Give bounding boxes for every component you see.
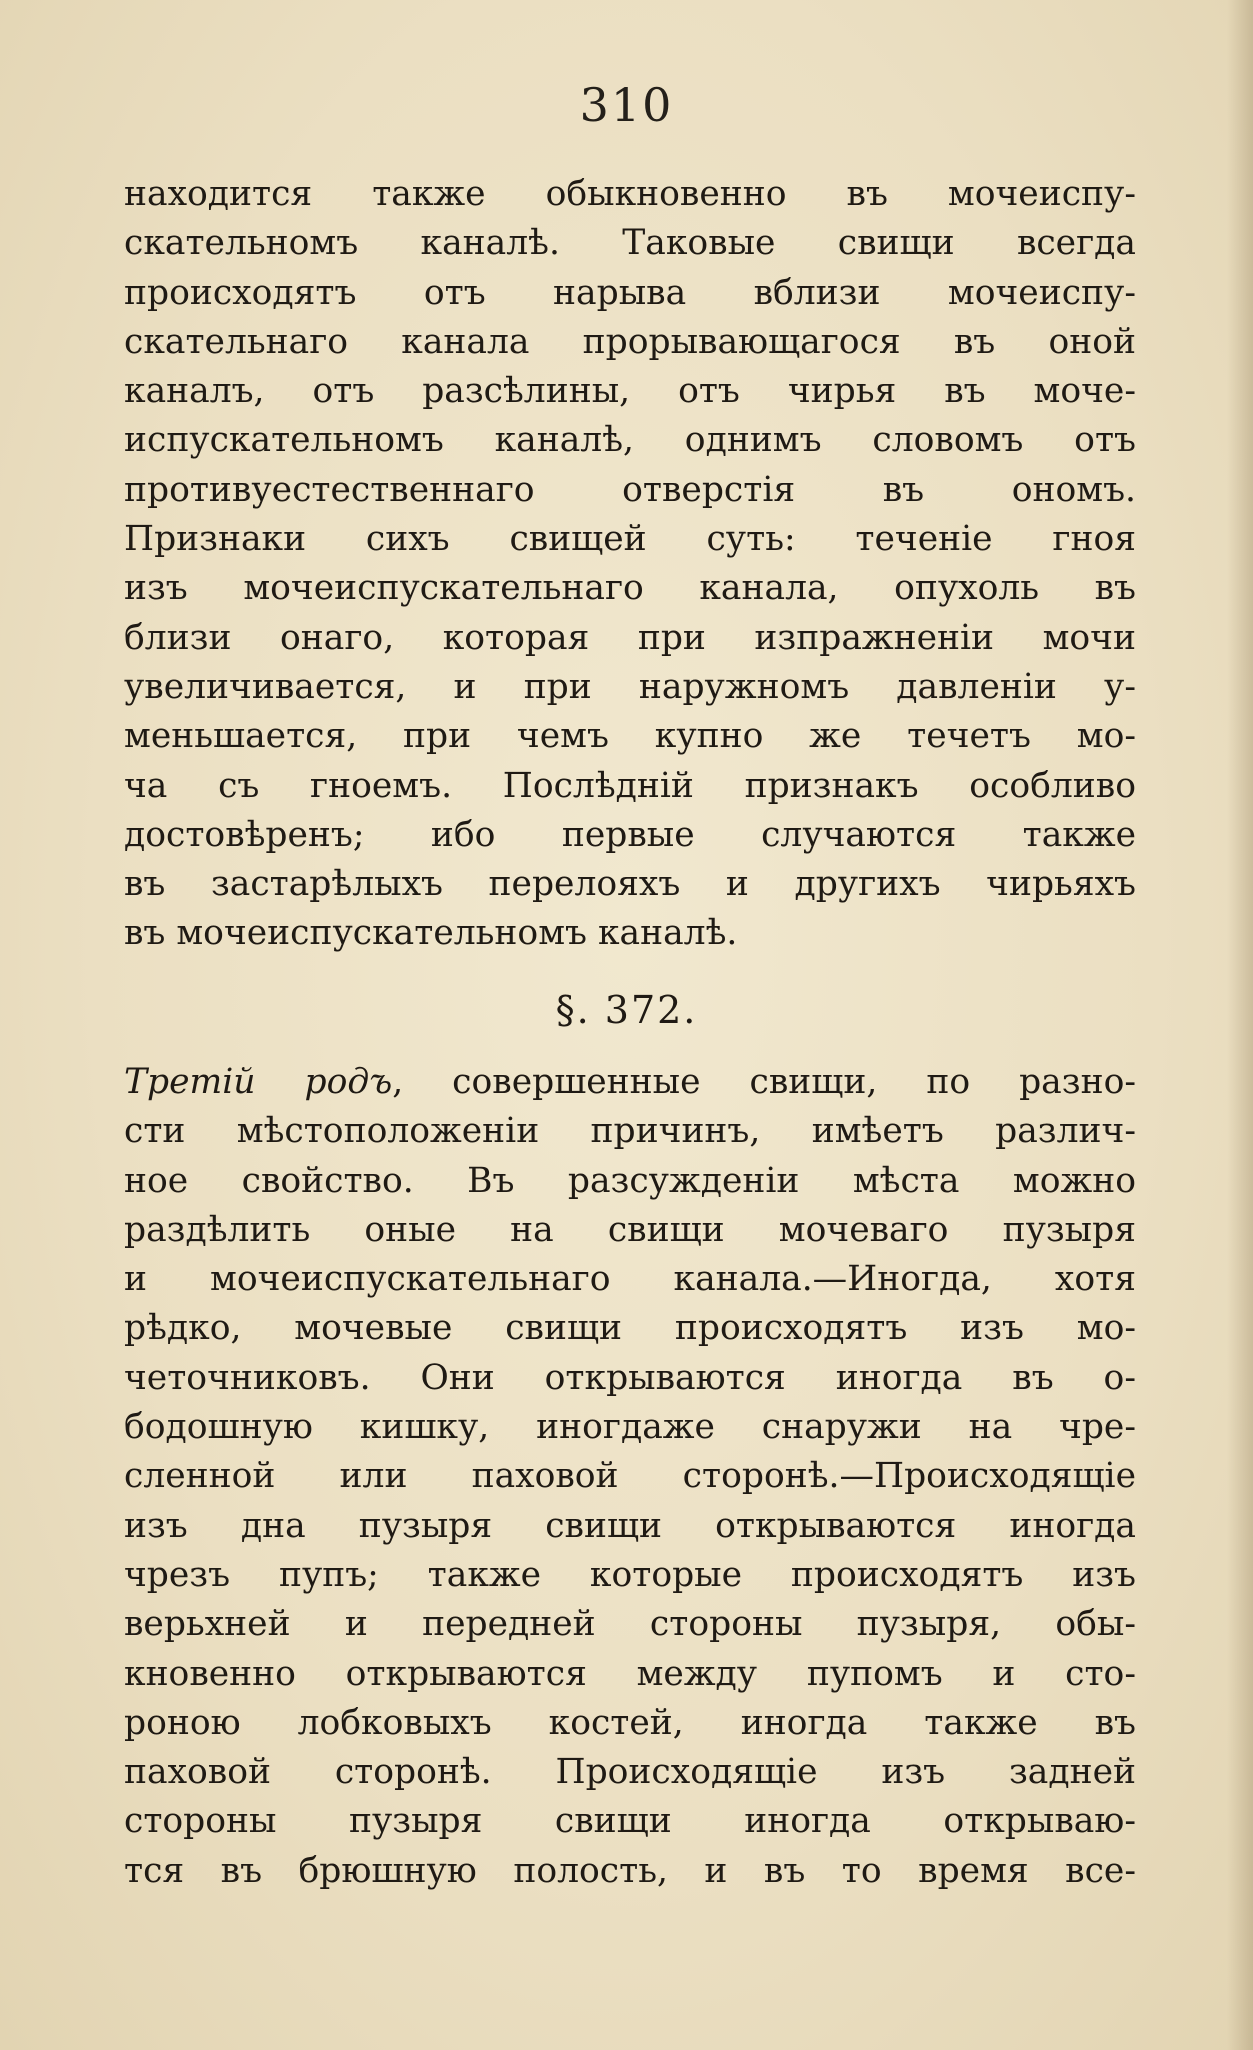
text-line: паховой сторонѣ. Происходящіе изъ задней: [124, 1752, 1136, 1793]
text-line: сти мѣстоположеніи причинъ, имѣетъ различ-: [124, 1111, 1136, 1152]
text-line: рѣдко, мочевые свищи происходятъ изъ мо-: [124, 1308, 1136, 1349]
text-line: въ застарѣлыхъ перелояхъ и другихъ чирьяхъ: [124, 864, 1136, 905]
section-heading: §. 372.: [555, 988, 698, 1032]
text-line: и мочеиспускательнаго канала.—Иногда, хотя: [124, 1259, 1136, 1300]
text-line: скательномъ каналѣ. Таковые свищи всегда: [124, 223, 1136, 264]
text-line: бодошную кишку, иногдаже снаружи на чре-: [124, 1407, 1136, 1448]
text-line: ное свойство. Въ разсужденіи мѣста можно: [124, 1160, 1136, 1201]
text-line: меньшается, при чемъ купно же течетъ мо-: [124, 716, 1136, 757]
text-line: Признаки сихъ свищей суть: теченіе гноя: [124, 519, 1136, 560]
text-line: противуестественнаго отверстія въ ономъ.: [124, 469, 1136, 510]
text-line: четочниковъ. Они открываются иногда въ о-: [124, 1357, 1136, 1398]
text-line: кновенно открываются между пупомъ и сто-: [124, 1653, 1136, 1694]
text-line: въ мочеиспускательномъ каналѣ.: [124, 913, 738, 954]
section-paragraph: [124, 1058, 1136, 1896]
page-edge-shadow: [1227, 0, 1253, 2050]
text-line: увеличивается, и при наружномъ давленіи у-: [124, 666, 1136, 707]
text-line: верьхней и передней стороны пузыря, обы-: [124, 1604, 1136, 1645]
text-line: чрезъ пупъ; также которые происходятъ изъ: [124, 1554, 1136, 1595]
text-line: каналъ, отъ разсѣлины, отъ чирья въ моче-: [124, 371, 1136, 412]
text-line-first: [124, 1058, 1136, 1107]
text-line: раздѣлить оные на свищи мочеваго пузыря: [124, 1209, 1136, 1250]
text-line: достовѣренъ; ибо первые случаются также: [124, 814, 1136, 855]
text-line: изъ дна пузыря свищи открываются иногда: [124, 1505, 1136, 1546]
text-line: испускательномъ каналѣ, однимъ словомъ отъ: [124, 420, 1136, 461]
text-line: находится также обыкновенно въ мочеиспу-: [124, 174, 1136, 214]
page-number: 310: [579, 78, 674, 132]
text-line: тся въ брюшную полость, и въ то время все-: [124, 1850, 1136, 1891]
text-line: роною лобковыхъ костей, иногда также въ: [124, 1702, 1136, 1743]
text-line: ча съ гноемъ. Послѣдній признакъ особливо: [124, 765, 1136, 806]
text-run: , совершенные свищи, по разно-: [392, 1062, 1136, 1102]
text-line: сленной или паховой сторонѣ.—Происходящіе: [124, 1456, 1136, 1497]
paragraph-continuation: [124, 170, 1136, 959]
italic-term: Третій родъ: [124, 1062, 393, 1102]
text-line: близи онаго, которая при изпражненіи мочи: [124, 617, 1136, 658]
text-line: изъ мочеиспускательнаго канала, опухоль въ: [124, 568, 1136, 609]
text-line: скательнаго канала прорывающагося въ оной: [124, 321, 1136, 362]
text-line: стороны пузыря свищи иногда открываю-: [124, 1801, 1136, 1842]
text-line: происходятъ отъ нарыва вблизи мочеиспу-: [124, 272, 1136, 313]
